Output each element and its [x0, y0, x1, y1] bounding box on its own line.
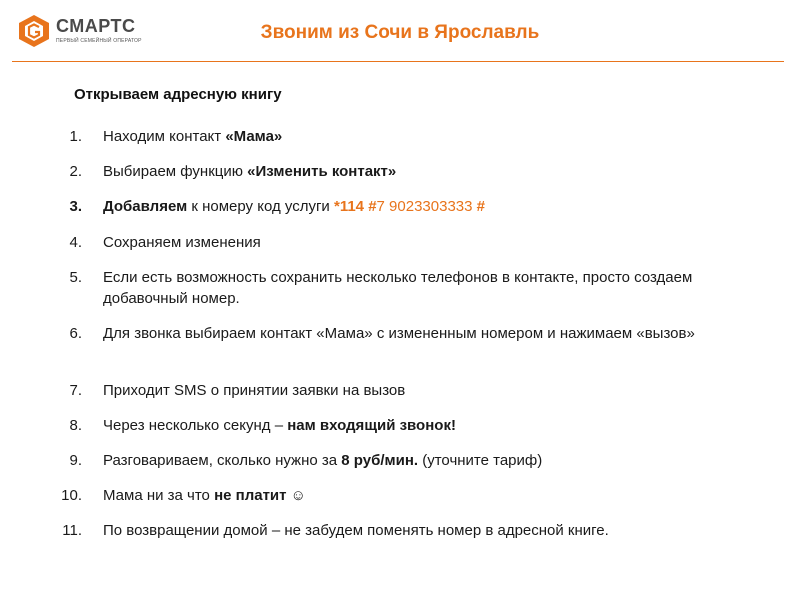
list-item-number: 8. — [69, 417, 82, 434]
text-fragment: Если есть возможность сохранить несколько телефонов в контакте, просто создаем добавочный номер. — [103, 269, 693, 307]
list-item-number: 1. — [69, 128, 82, 145]
text-fragment: 8 руб/мин. — [341, 452, 419, 469]
text-fragment: Выбираем функцию — [103, 163, 248, 180]
logo-name: СМАРТС — [56, 16, 136, 36]
list-item-number: 11. — [62, 522, 82, 539]
list-item-number: 7. — [69, 382, 82, 399]
text-fragment: Мама ни за что — [103, 487, 215, 504]
text-fragment: (уточните тариф) — [418, 452, 543, 469]
text-fragment: не платит — [214, 487, 287, 504]
slide-header — [0, 0, 800, 64]
list-item-text — [103, 415, 743, 436]
section-subtitle: Открываем адресную книгу — [74, 86, 282, 103]
list-item-number: 9. — [69, 452, 82, 469]
text-fragment: Находим контакт — [103, 128, 226, 145]
list-item-number: 10. — [61, 487, 82, 504]
text-fragment: Приходит SMS о принятии заявки на вызов — [103, 382, 406, 399]
text-fragment: По возвращении домой – не забудем поменять номер в адресной книге. — [103, 522, 609, 539]
text-fragment: Сохраняем изменения — [103, 234, 261, 251]
text-fragment: «Мама» — [225, 128, 283, 145]
logo-tagline: ПЕРВЫЙ СЕМЕЙНЫЙ ОПЕРАТОР — [56, 38, 142, 44]
list-item-text — [103, 380, 743, 401]
text-fragment: 7 — [376, 198, 385, 215]
text-fragment: Для звонка выбираем контакт «Мама» с измененным номером и нажимаем «вызов» — [103, 325, 695, 342]
text-fragment: *114 # — [333, 198, 377, 215]
text-fragment: ☺ — [286, 487, 306, 504]
list-item-text — [103, 520, 743, 541]
list-item-text — [103, 450, 743, 471]
text-fragment: # — [476, 198, 485, 215]
list-item-number: 2. — [69, 163, 82, 180]
page-title: Звоним из Сочи в Ярославль — [260, 22, 540, 43]
list-item-number: 4. — [69, 234, 82, 251]
text-fragment: 9023303333 — [384, 198, 477, 215]
list-item-text — [103, 196, 743, 217]
list-item-text — [103, 485, 743, 506]
text-fragment: нам входящий звонок! — [287, 417, 456, 434]
text-fragment: Через несколько секунд – — [103, 417, 288, 434]
list-item-number: 3. — [69, 198, 82, 215]
list-item-number: 6. — [69, 325, 82, 342]
list-item-text — [103, 161, 743, 182]
list-item-text — [103, 232, 743, 253]
list-item-text — [103, 267, 743, 309]
list-item-text — [103, 323, 743, 344]
header-divider — [12, 61, 784, 62]
list-item-text — [103, 126, 743, 147]
text-fragment: «Изменить контакт» — [247, 163, 397, 180]
text-fragment: Добавляем — [103, 198, 188, 215]
list-item-number: 5. — [69, 269, 82, 286]
text-fragment: к номеру код услуги — [187, 198, 334, 215]
text-fragment: Разговариваем, сколько нужно за — [103, 452, 342, 469]
